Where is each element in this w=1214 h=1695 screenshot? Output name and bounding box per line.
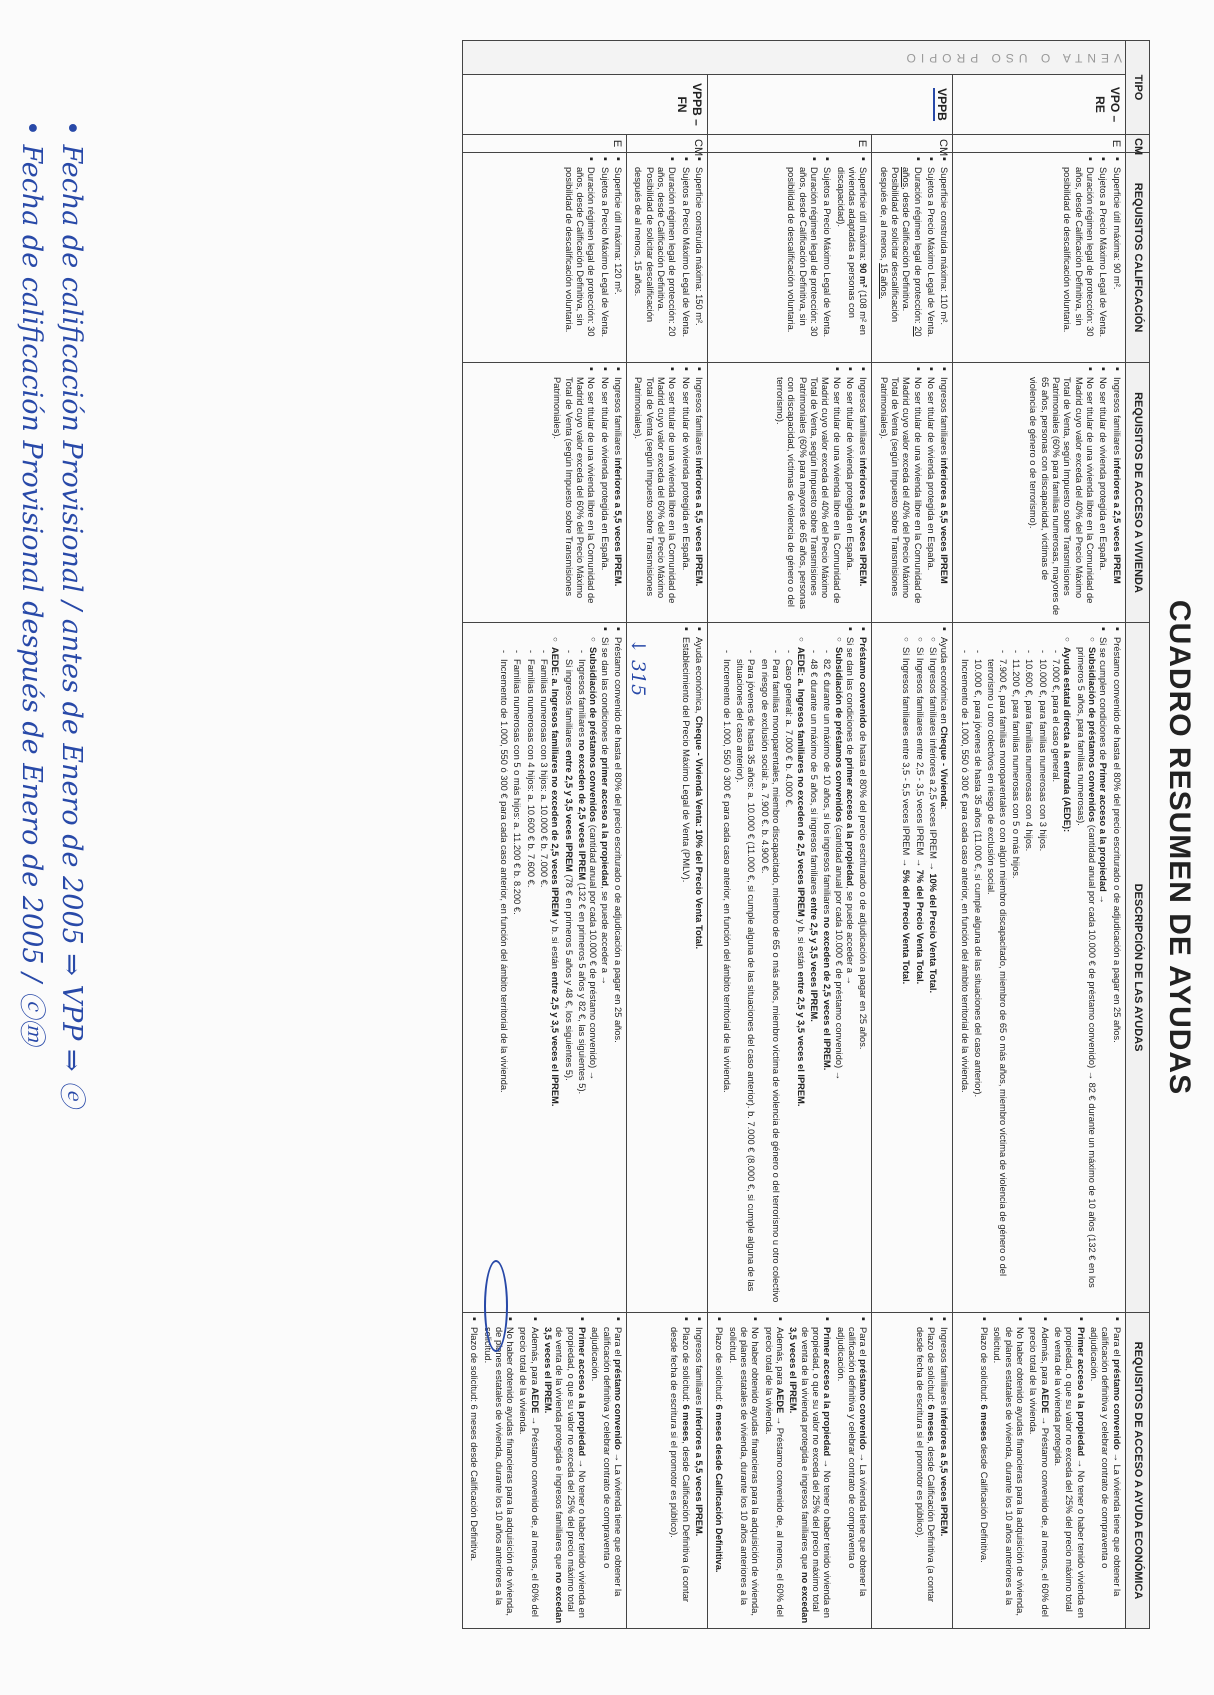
handwritten-circle [484,1260,508,1352]
handwritten-annotation: ↓ 315 [627,638,649,697]
handwritten-note: • Fecha de calificación Provisional / antes de Enero de 2005 ⇒ VPP ⇒ ⓔ [56,120,87,1108]
uso-label: VENTA O USO PROPIO [462,41,1125,75]
handwritten-note: • Fecha de calificación Provisional después de Enero de 2005 / ⓒⓜ [16,120,47,1045]
type-e-label: E [462,135,626,153]
calificacion-cell: ▪ Superficie útil máxima: 90 m² (108 m² en viviendas adaptadas a personas con discapacidad). ▪ Sujetos a Precio Máximo Legal de Venta. ▪ Duración régimen legal de protección: 30 años, desde Calificación Definitiva, sin posibilidad de descalificación voluntaria. [708,153,872,363]
tipo-vpo-re: VPO – RE [953,75,1125,135]
type-e-label: E [953,135,1125,153]
acceso-cell: ▪ Ingresos familiares inferiores a 5,5 veces IPREM ▪ No ser titular de vivienda protegida en España. ▪ No ser titular de una vivienda libre en la Comunidad de Madrid cuyo valor exceda del 40% del Precio Máximo Total de Venta (según Impuesto sobre Transmisiones Patrimoniales). [872,363,953,623]
acceso-cell: ▪ Ingresos familiares inferiores a 5,5 veces IPREM. ▪ No ser titular de vivienda protegida en España. ▪ No ser titular de una vivienda libre en la Comunidad de Madrid cuyo valor exceda del 40% del Precio Máximo Total de Venta, según Impuesto sobre Transmisiones Patrimoniales (60% para mayores de 65 años, personas con discapacidad, víctimas de violencia de género o del terrorismo). [708,363,872,623]
type-cm-label: CM [872,135,953,153]
descripcion-cell: ▪ Préstamo convenido de hasta el 80% del precio escriturado o de adjudicación a pagar en 25 años. ▪ Si se dan las condiciones de primer acceso a la propiedad, se puede acceder a → ○ Subsidiación de préstamos convenidos (cantidad anual por cada 10.000 € de préstamo convenido) → - 82 € durante un máximo de 10 años, si los ingresos familiares no exceden de 2,5 veces el IPREM. - 48 € durante un máximo de 5 años, si ingresos familiares entre 2,5 y 3,5 veces IPREM. ○ AEDE: a. Ingresos familiares no exceden de 2,5 veces IPREM y b. si están entre 2,5 y 3,5 veces el IPREM. - Caso general: a. 7.000 € b. 4.000 €. - Para familias monoparentales, miembro discapacitado, miembro de 65 o más años, miembro víctima de violencia de género o del terrorismo u otro colectivo en riesgo de exclusión social: a. 7.900 €. b. 4.900 €. - Para jóvenes de hasta 35 años: a. 10.000 € (11.000 €, si cumple alguna de las situaciones del caso anterior). b. 7.000 € (8.000 €, si cumple alguna de las situaciones del caso anterior). - Incremento de 1.000, 550 ó 300 € para cada caso anterior, en función del ámbito territorial de la vivienda. [708,623,872,1313]
header-requisitos-acceso-vivienda: REQUISITOS DE ACCESO A VIVIENDA [1125,363,1149,623]
ayuda-cell: ▪ Ingresos familiares inferiores a 5,5 veces IPREM. ▪ Plazo de solicitud: 6 meses, desde Calificación Definitiva (a contar desde fecha de escritura si el promotor es público). [872,1313,953,1629]
calificacion-cell: ▪ Superficie construida máxima: 110 m². ▪ Sujetos a Precio Máximo Legal de Venta. ▪ Duración régimen legal de protección: 20 años, desde Calificación Definitiva. Posibilidad de solicitar descalificación después de, al menos, 15 años. [872,153,953,363]
type-e-label: E [708,135,872,153]
calificacion-cell: ▪ Superficie útil máxima: 120 m². ▪ Sujetos a Precio Máximo Legal de Venta. ▪ Duración régimen legal de protección: 30 años, desde Calificación Definitiva, sin posibilidad de descalificación voluntaria. [462,153,626,363]
ayuda-cell: ▪ Para el préstamo convenido → La vivienda tiene que obtener la calificación definitiva y celebrar contrato de compraventa o adjudicación. ▪ Primer acceso a la propiedad → No tener o haber tenido vivienda en propiedad, o que su valor no exceda del 25% del precio máximo total de venta de la vivienda protegida e ingresos familiares que no excedan 3,5 veces el IPREM. ▪ Además, para AEDE → Préstamo convenido de, al menos, el 60% del precio total de la vivienda. ▪ No haber obtenido ayudas financieras para la adquisición de vivienda, de planes estatales de vivienda, durante los 10 años anteriores a la solicitud. ▪ Plazo de solicitud: 6 meses desde Calificación Definitiva. [708,1313,872,1629]
tipo-vppb-fn: VPPB – FN [462,75,707,135]
row-vpo-re [953,41,1125,1629]
tipo-vppb: VPPB [708,75,953,135]
row-vppb-e [708,41,872,1629]
calificacion-cell: ▪ Superficie útil máxima: 90 m². ▪ Sujetos a Precio Máximo Legal de Venta. ▪ Duración régimen legal de protección: 30 años, desde Calificación Definitiva, sin posibilidad de descalificación voluntaria. [953,153,1125,363]
acceso-cell: ▪ Ingresos familiares inferiores a 5,5 veces IPREM. ▪ No ser titular de vivienda protegida en España. ▪ No ser titular de una vivienda libre en la Comunidad de Madrid cuyo valor exceda del 60% del Precio Máximo Total de Venta (según Impuesto sobre Transmisiones Patrimoniales). [462,363,626,623]
descripcion-cell: ▪ Préstamo convenido de hasta el 80% del precio escriturado o de adjudicación a pagar en 25 años. ▪ Si se cumplen condiciones de Primer acceso a la propiedad → ○ Subsidiación de préstamos convenidos (cantidad anual por cada 10.000 € de préstamo convenido) → 82 € durante un máximo de 10 años (132 € en los primeros 5 años, para familias numerosas). ○ Ayuda estatal directa a la entrada (AEDE): - 7.000 €, para el caso general. - 10.000 €, para familias numerosas con 3 hijos. - 10.600 €, para familias numerosas con 4 hijos. - 11.200 €, para familias numerosas con 5 o más hijos. - 7.900 €, para familias monoparentales o con algún miembro discapacitado, miembro de 65 o más años, miembro víctima de violencia de género o del terrorismo u otro colectivos en riesgo de exclusión social. - 10.000 €, para jóvenes de hasta 35 años (11.000 €, si cumple alguna de las situaciones del caso anterior). - Incremento de 1.000, 550 ó 300 € para cada caso anterior, en función del ámbito territorial de la vivienda. [953,623,1125,1313]
document-title: CUADRO RESUMEN DE AYUDAS [1163,599,1196,1096]
type-cm-label: CM [627,135,708,153]
acceso-cell: ▪ Ingresos familiares inferiores a 5,5 veces IPREM. ▪ No ser titular de vivienda protegida en España. ▪ No ser titular de una vivienda libre en la Comunidad de Madrid cuyo valor exceda del 60% del Precio Máximo Total de Venta (según Impuesto sobre Transmisiones Patrimoniales). [627,363,708,623]
row-vppb-cm [872,41,953,1629]
ayuda-cell: ▪ Para el préstamo convenido → La vivienda tiene que obtener la calificación definitiva y celebrar contrato de compraventa o adjudicación. ▪ Primer acceso a la propiedad → No tener o haber tenido vivienda en propiedad, o que su valor no exceda del 25% del precio máximo total de venta de la vivienda protegida e ingresos familiares que no excedan 3,5 veces el IPREM. ▪ Además, para AEDE → Préstamo convenido de, al menos, el 60% del precio total de la vivienda. ▪ No haber obtenido ayudas financieras para la adquisición de vivienda, de planes estatales de vivienda, durante los 10 años anteriores a la solicitud. ▪ Plazo de solicitud: 6 meses desde Calificación Definitiva. [462,1313,626,1629]
descripcion-cell: ▪ Ayuda económica en Cheque - Vivienda: ○ Si Ingresos familiares inferiores a 2,5 veces IPREM → 10% del Precio Venta Total. ○ Si Ingresos familiares entre 2,5 - 3,5 veces IPREM → 7% del Precio Venta Total. ○ Si Ingresos familiares entre 3,5 - 5,5 veces IPREM → 5% del Precio Venta Total. [872,623,953,1313]
row-vppb-fn-cm [627,41,708,1629]
acceso-cell: ▪ Ingresos familiares inferiores a 2,5 veces IPREM ▪ No ser titular de vivienda protegida en España. ▪ No ser titular de una vivienda libre en la Comunidad de Madrid cuyo valor exceda del 40% del Precio Máximo Total de Venta, según Impuesto sobre Transmisiones Patrimoniales (60% para familias numerosas, mayores de 65 años, personas con discapacidad, víctimas de violencia de género o de terrorismo). [953,363,1125,623]
header-cm: CM [1125,135,1149,153]
descripcion-cell: ▪ Préstamo convenido de hasta el 80% del precio escriturado o de adjudicación a pagar en 25 años. ▪ Si se dan las condiciones de primer acceso a la propiedad, se puede acceder a → ○ Subsidiación de préstamos convenidos (cantidad anual por cada 10.000 € de préstamo convenido) → - Ingresos familiares no exceden de 2,5 veces IPREM (132 € en primeros 5 años y 82 €, las siguientes 5). - Si ingresos familiares entre 2,5 y 3,5 veces IPREM (78 € en primeros 5 años y 48 €, los siguientes 5). ○ AEDE: a. Ingresos familiares no exceden de 2,5 veces IPREM y b. si están entre 2,5 y 3,5 veces el IPREM. - Familias numerosas con 3 hijos: a. 10.000 € b. 7.000 €. - Familias numerosas con 4 hijos: a. 10.600 € b. 7.600 €. - Familias numerosas con 5 o más hijos: a. 11.200 € b. 8.200 €. - Incremento de 1.000, 550 ó 300 € para cada caso anterior, en función del ámbito territorial de la vivienda. [462,623,626,1313]
summary-table [462,40,1150,1629]
row-vppb-fn-e [462,41,626,1629]
header-requisitos-ayuda: REQUISITOS DE ACCESO A AYUDA ECONÓMICA [1125,1313,1149,1629]
header-requisitos-calificacion: REQUISITOS CALIFICACIÓN [1125,153,1149,363]
header-row [1125,41,1149,1629]
ayuda-cell: ▪ Para el préstamo convenido → La vivienda tiene que obtener la calificación definitiva y celebrar contrato de compraventa o adjudicación. ▪ Primer acceso a la propiedad → No tener o haber tenido vivienda en propiedad, o que su valor no exceda del 25% del precio máximo total de venta de la vivienda protegida. ▪ Además, para AEDE → Préstamo convenido de, al menos, el 60% del precio total de la vivienda. ▪ No haber obtenido ayudas financieras para la adquisición de vivienda, de planes estatales de vivienda, durante los 10 años anteriores a la solicitud. ▪ Plazo de solicitud: 6 meses desde Calificación Definitiva. [953,1313,1125,1629]
descripcion-cell: ▪ Ayuda económica, Cheque - Vivienda Venta: 10% del Precio Venta Total. ▪ Establecimiento del Precio Máximo Legal de Venta (PMLV). [627,623,708,1313]
calificacion-cell: ▪ Superficie construida máxima: 150 m². ▪ Sujetos a Precio Máximo Legal de Venta. ▪ Duración régimen legal de protección: 20 años, desde Calificación Definitiva. Posibilidad de solicitar descalificación después de al menos, 15 años. [627,153,708,363]
ayuda-cell: ▪ Ingresos familiares inferiores a 5,5 veces IPREM. ▪ Plazo de solicitud: 6 meses, desde Calificación Definitiva (a contar desde fecha de escritura si el promotor es público). [627,1313,708,1629]
header-descripcion-ayudas: DESCRIPCIÓN DE LAS AYUDAS [1125,623,1149,1313]
header-tipo: TIPO [1125,41,1149,135]
